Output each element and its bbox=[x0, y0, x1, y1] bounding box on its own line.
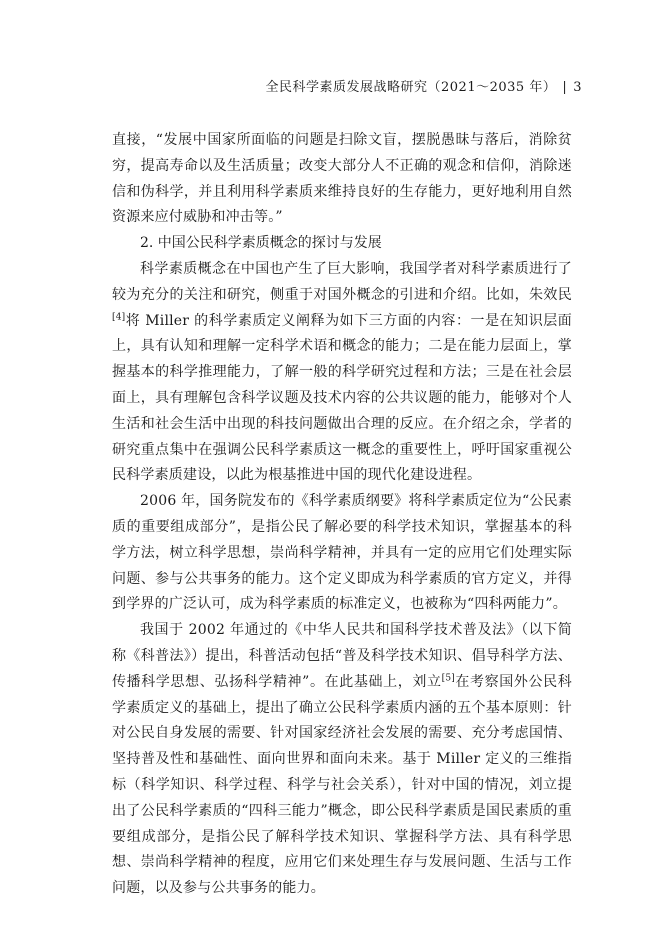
paragraph-text: 科学素质概念在中国也产生了巨大影响，我国学者对科学素质进行了较为充分的关注和研究，侧重于对国外概念的引进和介绍。比如，朱效民 bbox=[112, 260, 572, 303]
body-text bbox=[112, 128, 572, 902]
paragraph-2006-outline: 2006 年，国务院发布的《科学素质纲要》将科学素质定位为“公民素质的重要组成部分”，是指公民了解必要的科学技术知识，掌握基本的科学方法，树立科学思想，崇尚科学精神，并具有一定的应用它们处理实际问题、参与公共事务的能力。这个定义即成为科学素质的官方定义，并得到学界的广泛认可，成为科学素质的标准定义，也被称为“四科两能力”。 bbox=[112, 493, 572, 613]
paragraph-concept-in-china bbox=[112, 257, 572, 489]
book-title: 全民科学素质发展战略研究（2021～2035 年） bbox=[265, 80, 557, 95]
citation-ref-5: [5] bbox=[441, 673, 455, 684]
header-separator: | bbox=[562, 80, 568, 95]
page-number: 3 bbox=[573, 80, 582, 95]
paragraph-popularization-law bbox=[112, 618, 572, 902]
paragraph-text: 在考察国外公民科学素质定义的基础上，提出了确立公民科学素质内涵的五个基本原则：针对公民自身发展的需要、针对国家经济社会发展的需要、充分考虑国情、坚持普及性和基础性、面向世界和面向未来。基于 Miller 定义的三维指标（科学知识、科学过程、科学与社会关系），针对中国的情况，刘立提出了公民科学素质的“四科三能力”概念，即公民科学素质是国民素质的重要组成部分，是指公民了解科学技术知识、掌握科学方法、具有科学思想、崇尚科学精神的程度，应用它们来处理生存与发展问题、生活与工作问题，以及参与公共事务的能力。 bbox=[112, 673, 572, 897]
paragraph-text: 我国于 2002 年通过的《中华人民共和国科学技术普及法》（以下简称《科普法》）提出，科普活动包括“普及科学技术知识、倡导科学方法、传播科学思想、弘扬科学精神”。在此基础上，刘立 bbox=[112, 622, 572, 690]
paragraph-quote-continuation: 直接，“发展中国家所面临的问题是扫除文盲，摆脱愚昧与落后，消除贫穷，提高寿命以及生活质量；改变大部分人不正确的观念和信仰，消除迷信和伪科学，并且利用科学素质来维持良好的生存能力，更好地利用自然资源来应付威胁和冲击等。” bbox=[112, 132, 572, 226]
paragraph-text: 将 Miller 的科学素质定义阐释为如下三方面的内容：一是在知识层面上，具有认知和理解一定科学术语和概念的能力；二是在能力层面上，掌握基本的科学推理能力，了解一般的科学研究过程和方法；三是在社会层面上，具有理解包含科学议题及技术内容的公共议题的能力，能够对个人生活和社会生活中出现的科技问题做出合理的反应。在介绍之余，学者的研究重点集中在强调公民科学素质这一概念的重要性上，呼吁国家重视公民科学素质建设，以此为根基推进中国的现代化建设进程。 bbox=[112, 312, 572, 484]
section-heading: 2. 中国公民科学素质概念的探讨与发展 bbox=[140, 235, 382, 252]
citation-ref-4: [4] bbox=[112, 311, 126, 322]
running-header bbox=[266, 76, 582, 95]
